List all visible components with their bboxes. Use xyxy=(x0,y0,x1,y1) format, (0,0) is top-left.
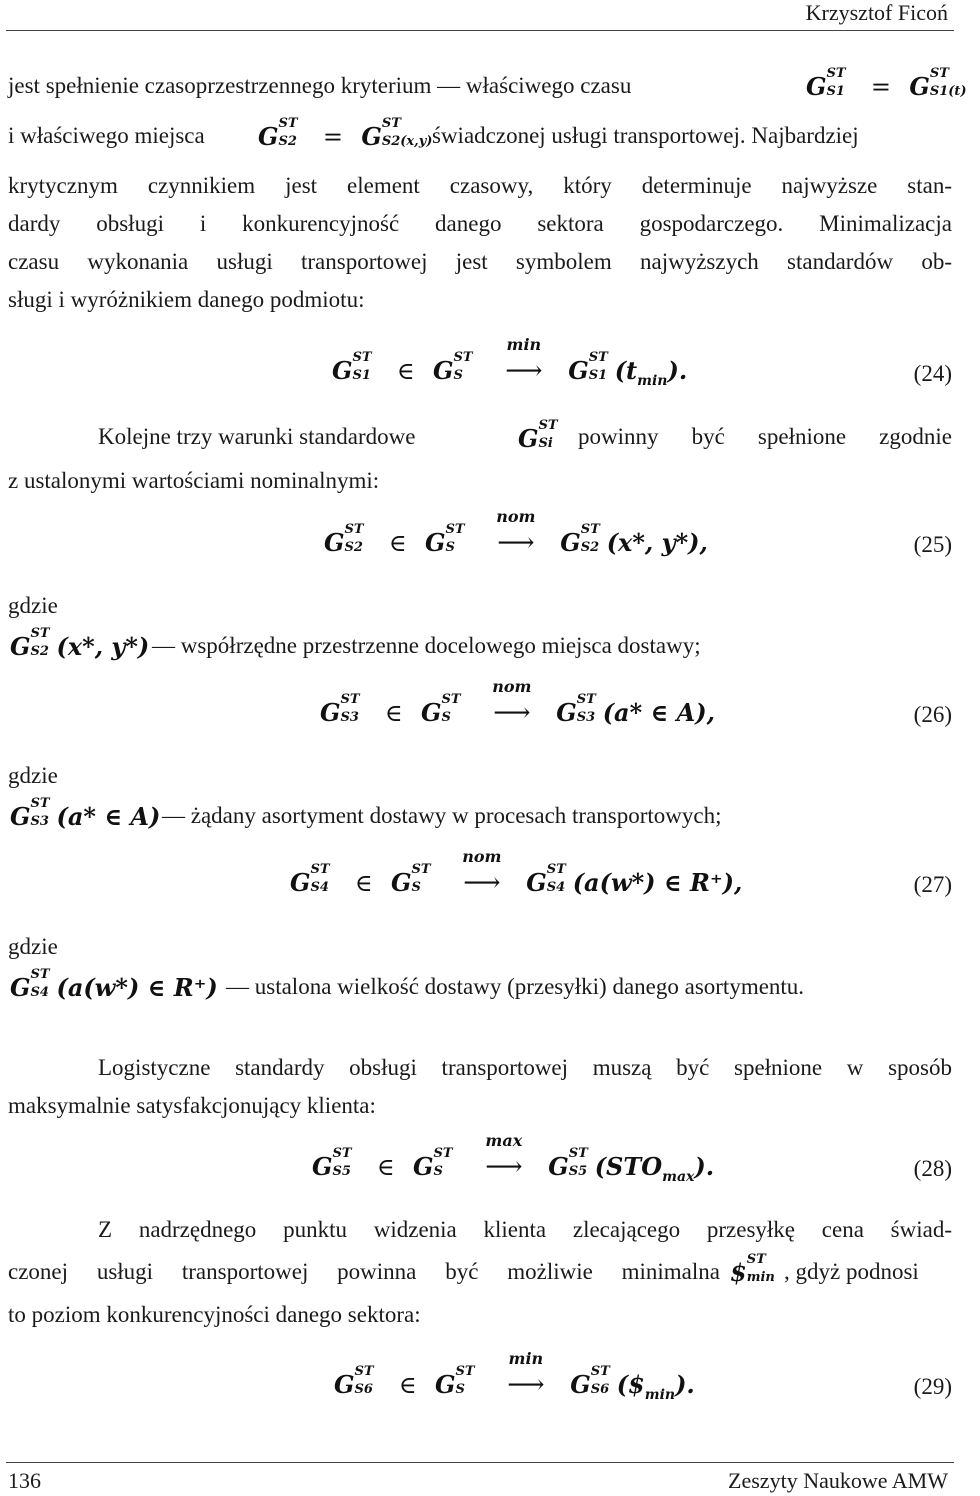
p1-line2a: i właściwego miejsca xyxy=(8,123,205,148)
inline-formula-gs2: G ST S2 = G ST S2(x,y) xyxy=(258,116,433,151)
page-number: 136 xyxy=(8,1468,41,1493)
equation-27: G ST S4 ∈ G ST S nom ⟶ G ST S4 (a(w*) ∈ R⁺), xyxy=(290,847,743,898)
inline-formula-gs1: G ST S1 = G ST S1(t) xyxy=(806,66,967,101)
p4-line1: Z nadrzędnego punktu widzenia klienta zlecającego przesyłkę cena świad- xyxy=(98,1217,952,1242)
equation-number-29: (29) xyxy=(913,1374,952,1399)
header-rule xyxy=(6,30,954,31)
equation-29: G ST S6 ∈ G ST S min ⟶ G ST S6 $(\$_{min})$. xyxy=(334,1349,695,1403)
p2-line1a: Kolejne trzy warunki standardowe xyxy=(98,424,416,449)
equation-number-28: (28) xyxy=(913,1156,952,1181)
p2-line2: z ustalonymi wartościami nominalnymi: xyxy=(8,468,380,493)
journal-name: Zeszyty Naukowe AMW xyxy=(728,1468,948,1493)
p1-line4: dardy obsługi i konkurencyjność danego sektora gospodarczego. Minimalizacja xyxy=(8,211,952,236)
where-desc-2: — żądany asortyment dostawy w procesach transportowych; xyxy=(162,803,722,828)
equation-25: G ST S2 ∈ G ST S nom ⟶ G ST S2 (x*, y*), xyxy=(324,507,708,558)
p1-line1: jest spełnienie czasoprzestrzennego kryterium — właściwego czasu xyxy=(8,73,632,98)
p4-line3: to poziom konkurencyjności danego sektora: xyxy=(8,1302,421,1327)
p4-line2b: , gdyż podnosi xyxy=(784,1259,919,1284)
p2-line1b: powinny być spełnione zgodnie xyxy=(578,424,952,449)
where-symbol-3: G ST S4 (a(w*) ∈ R⁺) xyxy=(10,967,218,1002)
where-label-2: gdzie xyxy=(8,763,58,788)
equation-number-26: (26) xyxy=(913,702,952,727)
inline-formula-gsi: G ST Si xyxy=(518,418,558,453)
p1-line6: sługi i wyróżnikiem danego podmiotu: xyxy=(8,287,365,312)
equation-26: G ST S3 ∈ G ST S nom ⟶ G ST S3 (a* ∈ A), xyxy=(320,677,715,728)
p3-line2: maksymalnie satysfakcjonujący klienta: xyxy=(8,1093,376,1118)
p4-line2a: czonej usługi transportowej powinna być możliwie minimalna xyxy=(8,1259,720,1284)
equation-24: G ST S1 ∈ G ST S min ⟶ G ST S1 $(t_{min})$. xyxy=(332,335,688,389)
where-symbol-1: G ST S2 (x*, y*) xyxy=(10,626,150,661)
p3-line1: Logistyczne standardy obsługi transportowej muszą być spełnione w sposób xyxy=(98,1055,952,1080)
footer-rule xyxy=(6,1462,954,1463)
inline-formula-smin: $ ST min xyxy=(730,1252,775,1287)
p1-line5: czasu wykonania usługi transportowej jest symbolem najwyższych standardów ob- xyxy=(8,249,952,274)
where-label-3: gdzie xyxy=(8,934,58,959)
equation-number-25: (25) xyxy=(913,532,952,557)
where-label-1: gdzie xyxy=(8,593,58,618)
equation-number-27: (27) xyxy=(913,872,952,897)
where-symbol-2: G ST S3 (a* ∈ A) xyxy=(10,796,161,831)
where-desc-3: — ustalona wielkość dostawy (przesyłki) danego asortymentu. xyxy=(226,974,805,999)
equation-28: G ST S5 ∈ G ST S max ⟶ G ST S5 $(STO_{max})$. xyxy=(312,1131,715,1185)
running-header-author: Krzysztof Ficoń xyxy=(805,0,948,25)
where-desc-1: — współrzędne przestrzenne docelowego miejsca dostawy; xyxy=(152,633,701,658)
p1-line3: krytycznym czynnikiem jest element czasowy, który determinuje najwyższe stan- xyxy=(8,173,952,198)
p1-line2b: świadczonej usługi transportowej. Najbardziej xyxy=(432,123,859,148)
equation-number-24: (24) xyxy=(913,361,952,386)
